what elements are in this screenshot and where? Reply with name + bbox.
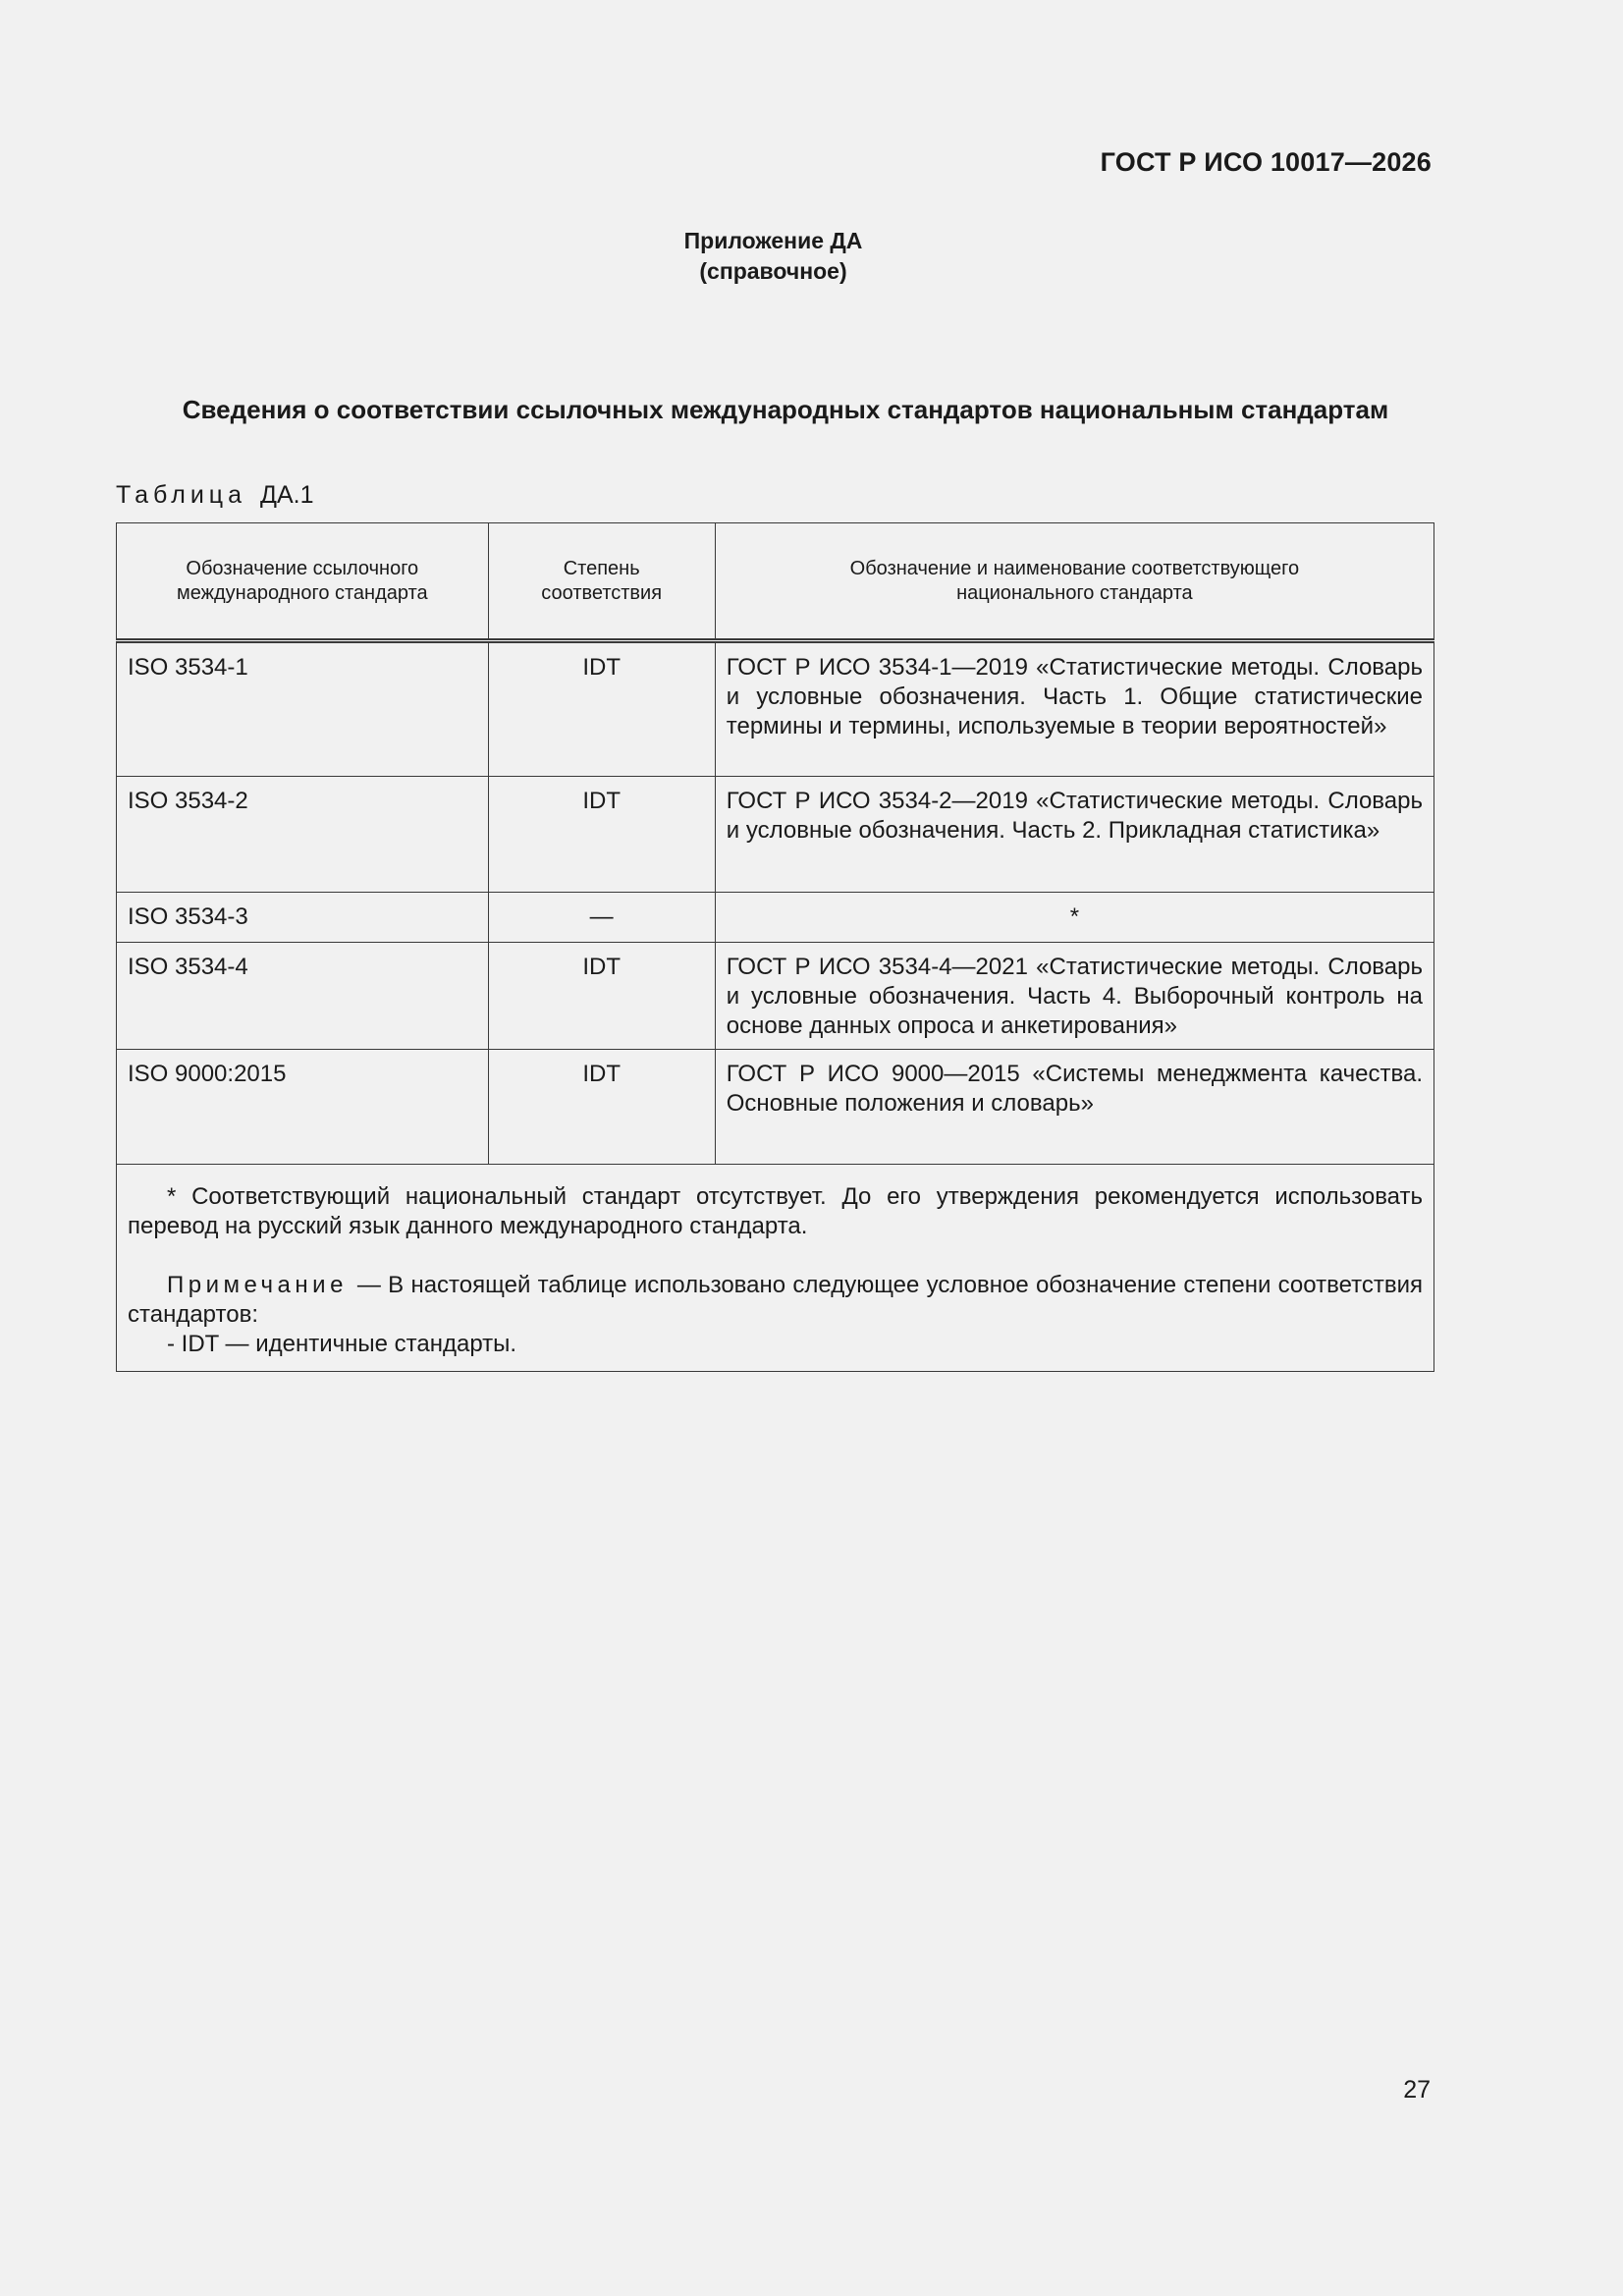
table-note (128, 1271, 1423, 1330)
cell-degree: IDT (488, 777, 715, 893)
appendix-title: Приложение ДА (683, 228, 863, 253)
header-intl-standard: Обозначение ссылочного международного стандарта (117, 523, 489, 641)
page-number: 27 (1403, 2076, 1431, 2104)
table-footnote: * Соответствующий национальный стандарт отсутствует. До его утверждения рекомендуется использовать перевод на русский язык данного международного стандарта. (128, 1183, 1423, 1239)
note-item: - IDT — идентичные стандарты. (167, 1331, 517, 1357)
cell-intl: ISO 3534-4 (117, 943, 489, 1050)
cell-national: ГОСТ Р ИСО 3534-1—2019 «Статистические методы. Словарь и условные обозначения. Часть 1. Общие статистические термины и термины, используемые в теории вероятностей» (715, 641, 1434, 777)
table-header-row (117, 523, 1434, 641)
table-notes-row (117, 1165, 1434, 1372)
cell-intl: ISO 9000:2015 (117, 1050, 489, 1165)
cell-intl: ISO 3534-2 (117, 777, 489, 893)
header-national-standard: Обозначение и наименование соответствующего национального стандарта (715, 523, 1434, 641)
document-code: ГОСТ Р ИСО 10017—2026 (1100, 147, 1432, 177)
correspondence-table (116, 522, 1434, 1372)
table-caption (116, 481, 314, 510)
table-row (117, 777, 1434, 893)
note-label: Примечание (167, 1272, 348, 1298)
cell-national: ГОСТ Р ИСО 3534-2—2019 «Статистические методы. Словарь и условные обозначения. Часть 2. Прикладная статистика» (715, 777, 1434, 893)
cell-intl: ISO 3534-3 (117, 893, 489, 943)
table-row (117, 893, 1434, 943)
table-caption-word: Таблица (116, 481, 247, 509)
section-title: Сведения о соответствии ссылочных международных стандартов национальным стандартам (182, 395, 1389, 424)
cell-degree: IDT (488, 943, 715, 1050)
table-row (117, 641, 1434, 777)
cell-degree: IDT (488, 1050, 715, 1165)
cell-degree: IDT (488, 641, 715, 777)
table-notes (117, 1165, 1434, 1372)
cell-degree: — (488, 893, 715, 943)
cell-national: ГОСТ Р ИСО 3534-4—2021 «Статистические методы. Словарь и условные обозначения. Часть 4. Выборочный контроль на основе данных опроса и анкетирования» (715, 943, 1434, 1050)
note-text: — В настоящей таблице использовано следующее условное обозначение степени соответствия стандартов: (128, 1272, 1423, 1328)
table-row (117, 1050, 1434, 1165)
cell-intl: ISO 3534-1 (117, 641, 489, 777)
cell-national: * (715, 893, 1434, 943)
appendix-heading (0, 226, 1546, 287)
table-caption-number: ДА.1 (260, 481, 314, 509)
header-degree: Степень соответствия (488, 523, 715, 641)
appendix-subtitle: (справочное) (699, 258, 847, 284)
cell-national: ГОСТ Р ИСО 9000—2015 «Системы менеджмента качества. Основные положения и словарь» (715, 1050, 1434, 1165)
table-row (117, 943, 1434, 1050)
